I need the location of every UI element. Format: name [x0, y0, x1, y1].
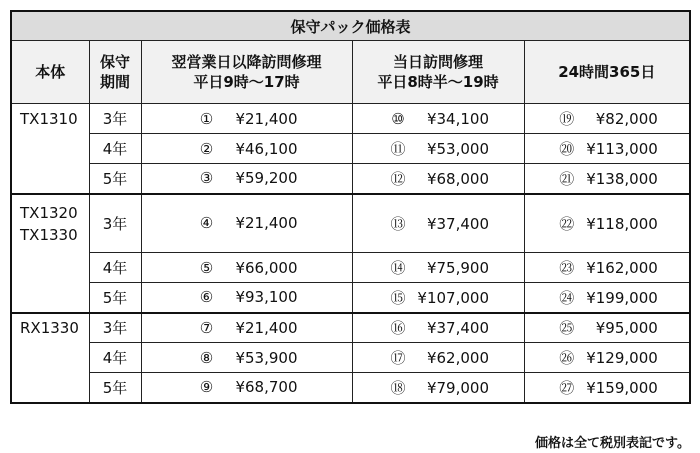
- plan-number: ②: [199, 139, 214, 158]
- price-amount: ¥159,000: [586, 378, 658, 397]
- price-cell: [141, 194, 352, 253]
- price-cell: [524, 164, 690, 194]
- price-cell: [524, 253, 690, 283]
- term-cell: 5年: [89, 373, 141, 403]
- plan-number: ㉔: [559, 288, 575, 307]
- price-cell: [524, 373, 690, 403]
- term-cell: 3年: [89, 104, 141, 134]
- price-cell: [352, 373, 524, 403]
- plan-number: ⑫: [390, 169, 406, 188]
- price-amount: ¥21,400: [235, 214, 298, 233]
- price-amount: ¥53,900: [235, 348, 298, 367]
- price-amount: ¥37,400: [426, 319, 489, 338]
- header-line: 平日9時～17時: [193, 73, 300, 91]
- header-next-day-text: [142, 52, 352, 92]
- plan-number: ㉓: [559, 259, 575, 277]
- header-same-day-text: [353, 52, 524, 92]
- tax-note: 価格は全て税別表記です。: [535, 436, 690, 451]
- price-cell: [141, 283, 352, 313]
- header-next-day: [141, 41, 352, 104]
- price-cell: [524, 134, 690, 164]
- price-amount: ¥46,100: [235, 139, 298, 158]
- plan-number: ⑥: [199, 288, 214, 307]
- price-cell: [141, 343, 352, 373]
- model-cell: [11, 194, 89, 253]
- model-cell: [11, 343, 89, 373]
- price-cell: [141, 104, 352, 134]
- price-cell: [352, 104, 524, 134]
- table-row: [11, 104, 690, 134]
- term-cell: 3年: [89, 194, 141, 253]
- model-name: TX1310: [20, 109, 78, 128]
- plan-number: ⑨: [199, 378, 214, 397]
- price-cell: [352, 134, 524, 164]
- header-term: [89, 41, 141, 104]
- table-row: [11, 283, 690, 313]
- term-cell: 5年: [89, 164, 141, 194]
- price-amount: ¥68,700: [235, 378, 298, 397]
- price-amount: ¥21,400: [235, 109, 298, 128]
- price-amount: ¥107,000: [417, 288, 489, 307]
- price-cell: [524, 104, 690, 134]
- plan-number: ⑳: [559, 140, 575, 158]
- price-amount: ¥82,000: [595, 110, 658, 128]
- model-name: TX1330: [20, 225, 78, 244]
- plan-number: ①: [199, 109, 214, 128]
- table-row: [11, 194, 690, 253]
- price-amount: ¥66,000: [235, 258, 298, 277]
- price-cell: [524, 313, 690, 343]
- plan-number: ⑯: [390, 319, 406, 338]
- model-name: TX1320: [20, 203, 78, 222]
- model-name: RX1330: [20, 319, 79, 337]
- plan-number: ⑧: [199, 348, 214, 367]
- price-amount: ¥162,000: [586, 259, 658, 277]
- plan-number: ⑬: [390, 214, 406, 233]
- header-term-text: [90, 52, 141, 92]
- price-amount: ¥93,100: [235, 288, 298, 307]
- price-cell: [141, 134, 352, 164]
- plan-number: ㉒: [559, 214, 575, 233]
- header-model: 本体: [11, 41, 89, 104]
- term-cell: 4年: [89, 343, 141, 373]
- table-row: [11, 253, 690, 283]
- plan-number: ⑰: [390, 349, 406, 367]
- price-cell: [524, 283, 690, 313]
- price-amount: ¥138,000: [586, 169, 658, 188]
- price-amount: ¥21,400: [235, 318, 298, 337]
- model-cell: [11, 134, 89, 164]
- table-row: [11, 373, 690, 403]
- price-amount: ¥37,400: [426, 214, 489, 233]
- term-cell: 4年: [89, 134, 141, 164]
- header-24h: 24時間365日: [524, 41, 690, 104]
- price-amount: ¥59,200: [235, 169, 298, 188]
- header-line: 保守: [99, 53, 130, 71]
- term-cell: 4年: [89, 253, 141, 283]
- price-cell: [524, 343, 690, 373]
- price-cell: [352, 343, 524, 373]
- plan-number: ⑭: [390, 259, 406, 277]
- price-cell: [524, 194, 690, 253]
- price-cell: [352, 164, 524, 194]
- plan-number: ⑲: [559, 110, 575, 128]
- price-cell: [352, 313, 524, 343]
- plan-number: ⑦: [199, 318, 214, 337]
- price-amount: ¥95,000: [595, 319, 658, 338]
- price-amount: ¥68,000: [426, 169, 489, 188]
- header-line: 期間: [99, 73, 130, 91]
- table-title: 保守パック価格表: [11, 11, 690, 41]
- model-cell: [11, 283, 89, 313]
- plan-number: ㉑: [559, 169, 575, 188]
- header-line: 平日8時半～19時: [377, 73, 499, 91]
- price-amount: ¥118,000: [586, 214, 658, 233]
- term-cell: 5年: [89, 283, 141, 313]
- plan-number: ③: [199, 169, 214, 188]
- table-row: [11, 164, 690, 194]
- price-amount: ¥113,000: [586, 140, 658, 158]
- price-amount: ¥199,000: [586, 288, 658, 307]
- model-cell: [11, 313, 89, 343]
- plan-number: ⑤: [199, 258, 214, 277]
- header-line: 翌営業日以降訪問修理: [171, 53, 322, 71]
- price-cell: [141, 313, 352, 343]
- price-amount: ¥75,900: [426, 259, 489, 277]
- model-cell: [11, 104, 89, 134]
- plan-number: ④: [199, 214, 214, 233]
- price-amount: ¥129,000: [586, 349, 658, 367]
- plan-number: ㉗: [559, 378, 575, 397]
- price-amount: ¥79,000: [426, 378, 489, 397]
- term-cell: 3年: [89, 313, 141, 343]
- price-cell: [141, 373, 352, 403]
- model-cell: [11, 164, 89, 194]
- header-line: 当日訪問修理: [392, 53, 483, 71]
- table-row: [11, 343, 690, 373]
- price-cell: [141, 164, 352, 194]
- plan-number: ⑮: [390, 288, 406, 307]
- price-cell: [352, 253, 524, 283]
- plan-number: ⑱: [390, 378, 406, 397]
- model-cell: [11, 373, 89, 403]
- model-cell: [11, 253, 89, 283]
- price-cell: [352, 194, 524, 253]
- header-same-day: [352, 41, 524, 104]
- price-table: [10, 10, 691, 404]
- price-amount: ¥53,000: [426, 140, 489, 158]
- plan-number: ㉕: [559, 319, 575, 338]
- price-cell: [141, 253, 352, 283]
- table-row: [11, 134, 690, 164]
- plan-number: ⑪: [390, 140, 406, 158]
- price-cell: [352, 283, 524, 313]
- plan-number: ⑩: [391, 109, 405, 128]
- plan-number: ㉖: [559, 349, 575, 367]
- price-amount: ¥62,000: [426, 349, 489, 367]
- table-row: [11, 313, 690, 343]
- price-amount: ¥34,100: [426, 109, 489, 128]
